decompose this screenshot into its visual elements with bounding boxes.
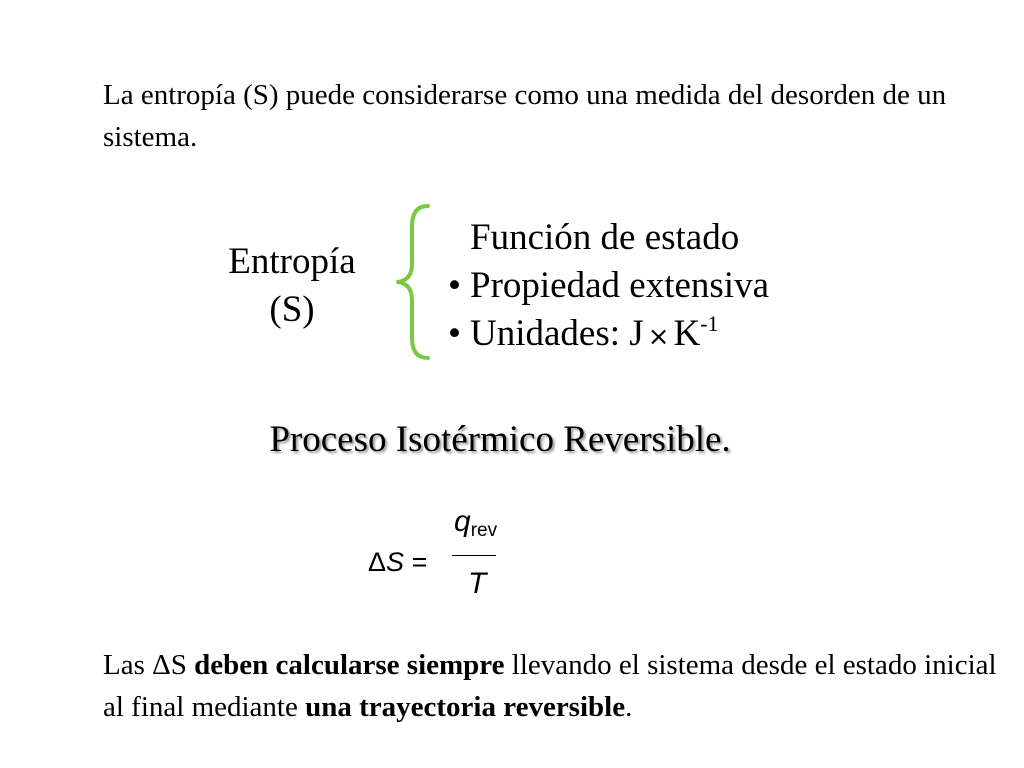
- entropy-symbol: (S): [269, 289, 315, 330]
- fraction-bar: [452, 555, 496, 556]
- entropy-formula: [368, 505, 528, 605]
- formula-numerator: $q_{rev}$: [454, 505, 498, 541]
- property-item-units: • Unidades: $J \times K^{-1}$: [448, 311, 719, 354]
- section-subtitle: Proceso Isotérmico Reversible.: [269, 419, 731, 460]
- entropy-label: [212, 238, 372, 334]
- entropy-word: Entropía: [228, 241, 356, 282]
- conclusion-paragraph: Las ΔS deben calcularse siempre llevando el sistema desde el estado inicial al final mediante una trayectoria reversible.: [103, 649, 997, 723]
- property-item-extensive: • Propiedad extensiva: [448, 265, 769, 306]
- curly-brace: [394, 202, 438, 362]
- intro-paragraph: La entropía (S) puede considerarse como una medida del desorden de un sistema.: [103, 79, 947, 153]
- formula-denominator: T: [468, 567, 487, 600]
- property-item-state-function: Función de estado: [470, 217, 740, 258]
- formula-lhs: ΔS =: [368, 547, 428, 577]
- property-list: [448, 214, 769, 358]
